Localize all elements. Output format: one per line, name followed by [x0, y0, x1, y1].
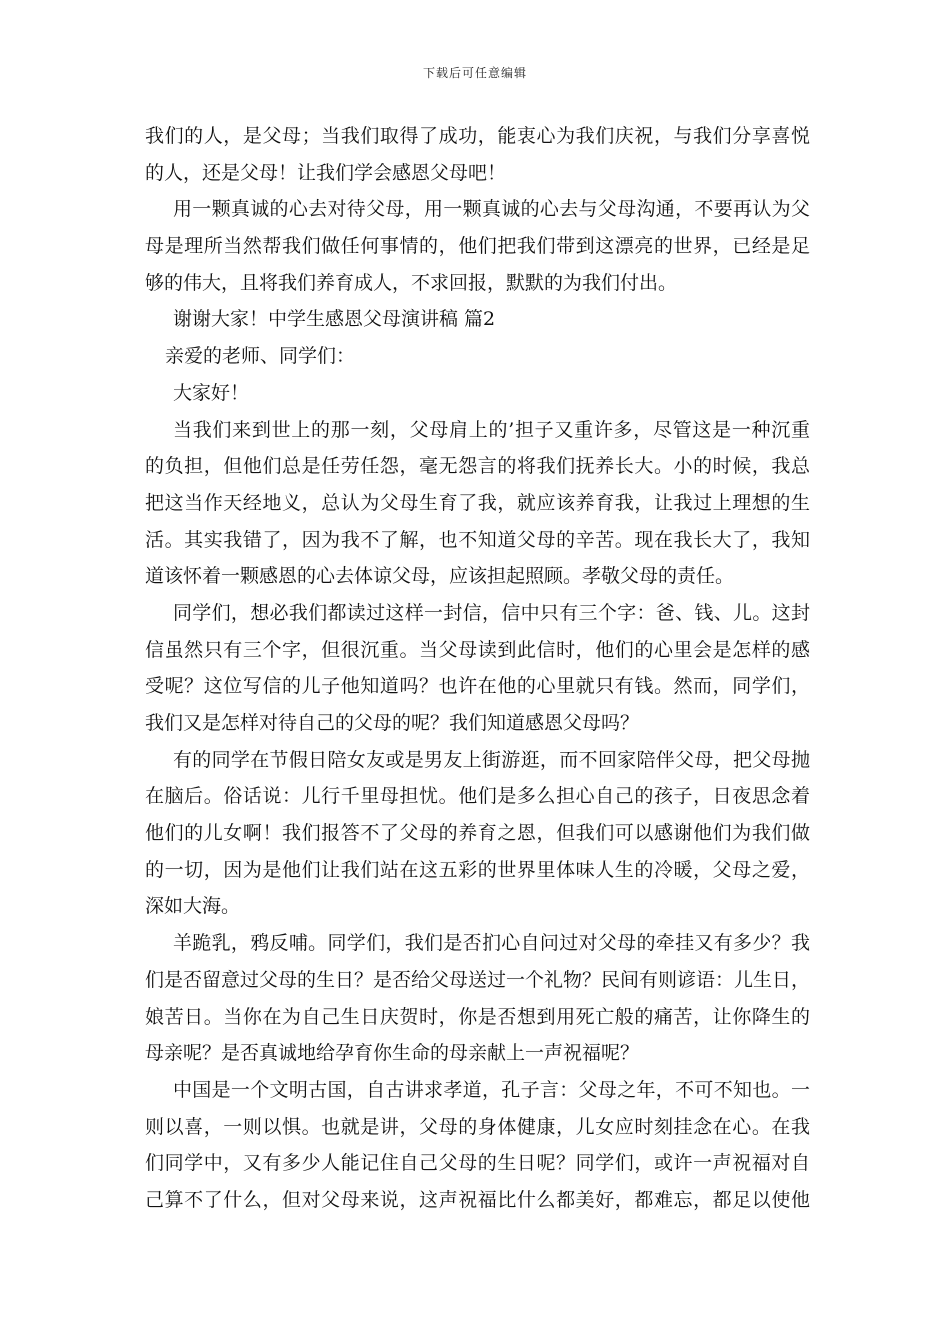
text-line: 道该怀着一颗感恩的心去体谅父母，应该担起照顾。孝敬父母的责任。 — [145, 565, 735, 588]
text-line: 活。其实我错了，因为我不了解，也不知道父母的辛苦。现在我长大了，我知 — [145, 528, 810, 551]
text-line: 的一切，因为是他们让我们站在这五彩的世界里体味人生的冷暖，父母之爱， — [145, 858, 810, 881]
section-heading: 谢谢大家！中学生感恩父母演讲稿 篇2 — [173, 308, 496, 331]
text-line: 羊跪乳，鸦反哺。同学们，我们是否扪心自问过对父母的牵挂又有多少？我 — [173, 932, 810, 955]
text-line: 母是理所当然帮我们做任何事情的，他们把我们带到这漂亮的世界，已经是足 — [145, 235, 810, 258]
document-body — [145, 118, 810, 1219]
salutation: 亲爱的老师、同学们： — [165, 345, 356, 368]
text-line: 我们的人，是父母；当我们取得了成功，能衷心为我们庆祝，与我们分享喜悦 — [145, 125, 810, 147]
text-line: 的负担，但他们总是任劳任怨，毫无怨言的将我们抚养长大。小的时候，我总 — [145, 455, 810, 478]
greeting: 大家好！ — [173, 381, 250, 404]
text-line: 则以喜，一则以惧。也就是讲，父母的身体健康，儿女应时刻挂念在心。在我 — [145, 1115, 810, 1138]
text-line: 把这当作天经地义，总认为父母生育了我，就应该养育我，让我过上理想的生 — [145, 491, 810, 514]
text-line: 深如大海。 — [145, 895, 241, 918]
text-line: 母亲呢？是否真诚地给孕育你生命的母亲献上一声祝福呢？ — [145, 1042, 640, 1065]
text-line: 在脑后。俗话说：儿行千里母担忧。他们是多么担心自己的孩子，日夜思念着 — [145, 785, 810, 808]
text-line: 有的同学在节假日陪女友或是男友上街游逛，而不回家陪伴父母，把父母抛 — [173, 748, 810, 771]
text-line: 娘苦日。当你在为自己生日庆贺时，你是否想到用死亡般的痛苦，让你降生的 — [145, 1005, 810, 1028]
text-line: 够的伟大，且将我们养育成人，不求回报，默默的为我们付出。 — [145, 271, 678, 294]
text-line: 用一颗真诚的心去对待父母，用一颗真诚的心去与父母沟通，不要再认为父 — [173, 198, 810, 221]
text-line: 我们又是怎样对待自己的父母的呢？我们知道感恩父母吗？ — [145, 712, 640, 734]
text-line: 己算不了什么，但对父母来说，这声祝福比什么都美好，都难忘，都足以使他 — [145, 1188, 810, 1211]
text-line: 的人，还是父母！让我们学会感恩父母吧！ — [145, 161, 507, 184]
text-line: 中国是一个文明古国，自古讲求孝道，孔子言：父母之年，不可不知也。一 — [173, 1078, 810, 1101]
page-header: 下载后可任意编辑 — [422, 66, 527, 80]
text-line: 们是否留意过父母的生日？是否给父母送过一个礼物？民间有则谚语：儿生日， — [145, 968, 811, 991]
text-line: 受呢？这位写信的儿子他知道吗？也许在他的心里就只有钱。然而，同学们， — [145, 675, 810, 698]
text-line: 信虽然只有三个字，但很沉重。当父母读到此信时，他们的心里会是怎样的感 — [145, 638, 810, 661]
text-line: 同学们，想必我们都读过这样一封信，信中只有三个字：爸、钱、儿。这封 — [173, 601, 810, 624]
text-line: 当我们来到世上的那一刻，父母肩上的’担子又重许多，尽管这是一种沉重 — [173, 418, 810, 441]
text-line: 们同学中，又有多少人能记住自己父母的生日呢？同学们，或许一声祝福对自 — [145, 1152, 810, 1175]
text-line: 他们的儿女啊！我们报答不了父母的养育之恩，但我们可以感谢他们为我们做 — [145, 822, 810, 845]
